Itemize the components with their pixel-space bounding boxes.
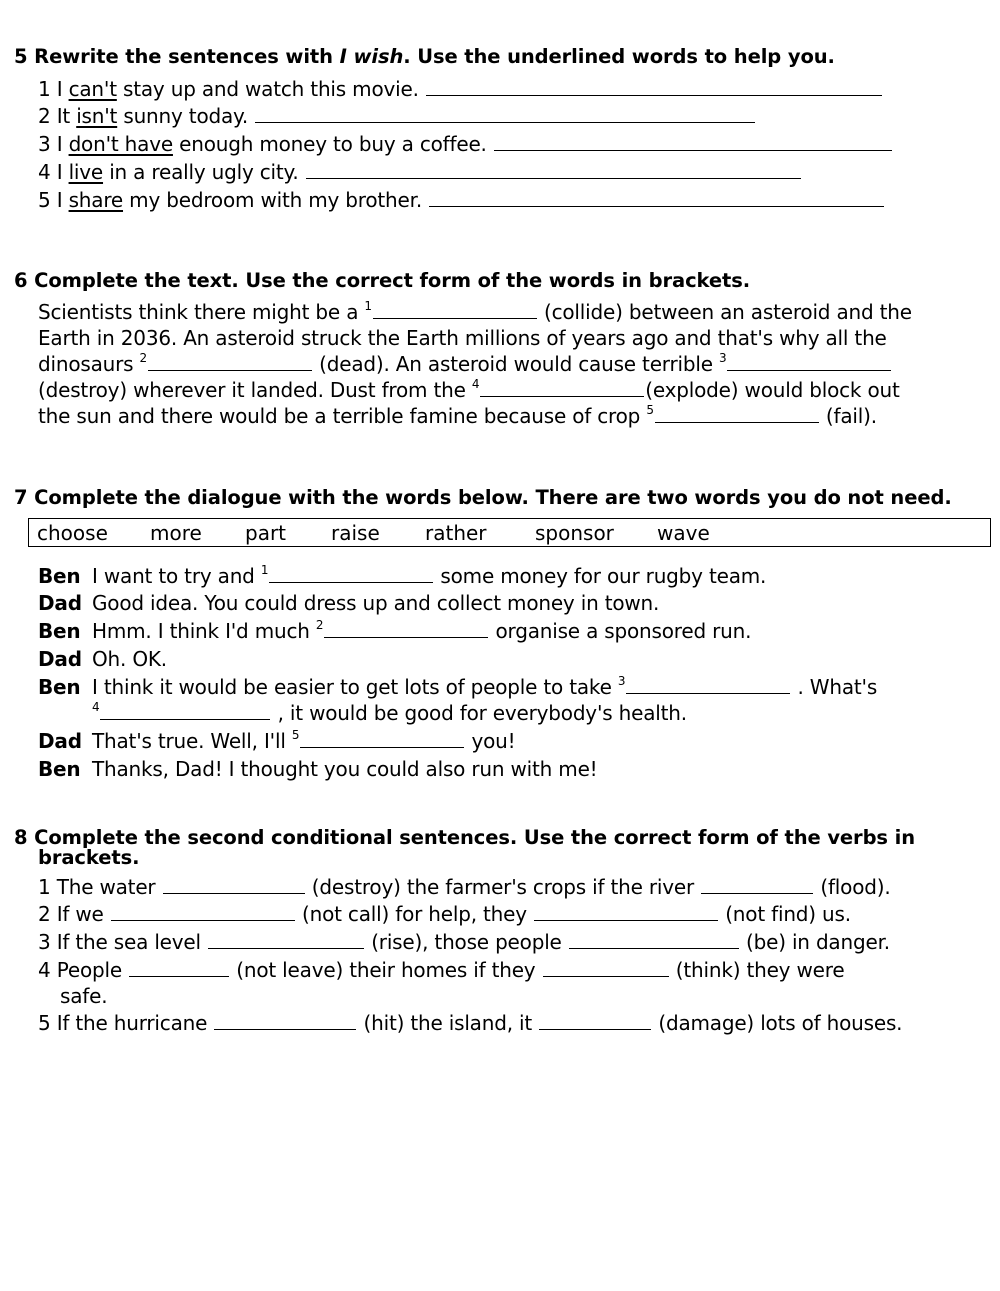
answer-blank[interactable] <box>100 701 270 720</box>
item-text: in a really ugly city. <box>103 160 299 184</box>
answer-blank[interactable] <box>480 378 644 397</box>
underlined-word: can't <box>68 77 117 101</box>
gap-number: 2 <box>315 618 324 632</box>
text: (explode) would block out <box>645 378 900 402</box>
item-number: 4 <box>38 160 51 184</box>
text: dinosaurs <box>38 352 140 376</box>
answer-blank[interactable] <box>269 564 433 583</box>
dialogue-line-4 <box>38 647 167 671</box>
answer-blank[interactable] <box>534 902 718 921</box>
text: Scientists think there might be a <box>38 300 365 324</box>
speaker-ben: Ben <box>38 757 81 781</box>
s8-item-5 <box>38 1011 902 1035</box>
item-text: enough money to buy a coffee. <box>172 132 487 156</box>
item-text: sunny today. <box>117 104 248 128</box>
answer-blank[interactable] <box>569 930 739 949</box>
word-bank-item: choose <box>37 521 108 545</box>
dialogue-text: Thanks, Dad! I thought you could also run with me! <box>92 757 598 781</box>
answer-blank[interactable] <box>429 188 884 207</box>
section-title: Complete the second conditional sentences. Use the correct form of the verbs in <box>34 826 915 849</box>
dialogue-line-3 <box>38 619 751 643</box>
s6-text-line-3 <box>38 352 892 376</box>
speaker-ben: Ben <box>38 675 81 699</box>
item-text: (rise), those people <box>365 930 568 954</box>
dialogue-text: some money for our rugby team. <box>434 564 767 588</box>
s8-item-3 <box>38 930 890 954</box>
answer-blank[interactable] <box>208 930 364 949</box>
word-bank-item: part <box>245 521 287 545</box>
section-number: 5 <box>14 45 28 68</box>
section-title: Rewrite the sentences with <box>34 45 340 68</box>
section-title-emphasis: I wish <box>339 45 404 68</box>
section-title: Complete the dialogue with the words below. There are two words you do not need. <box>34 486 952 509</box>
answer-blank[interactable] <box>324 619 488 638</box>
underlined-word: live <box>68 160 104 184</box>
item-text: (flood). <box>814 875 891 899</box>
answer-blank[interactable] <box>626 675 790 694</box>
item-text: If we <box>56 902 110 926</box>
section-number: 6 <box>14 269 28 292</box>
text: (destroy) wherever it landed. Dust from the <box>38 378 472 402</box>
s5-item-3 <box>38 132 893 156</box>
s6-text-line-4 <box>38 378 900 402</box>
item-number: 5 <box>38 188 51 212</box>
text: (fail). <box>819 404 877 428</box>
item-number: 2 <box>38 104 51 128</box>
item-text: (be) in danger. <box>739 930 890 954</box>
dialogue-text: Good idea. You could dress up and collect money in town. <box>92 591 660 615</box>
item-number: 1 <box>38 77 51 101</box>
gap-number: 5 <box>646 403 654 417</box>
item-number: 3 <box>38 132 51 156</box>
dialogue-line-1 <box>38 564 766 588</box>
item-text: I <box>56 160 69 184</box>
dialogue-text: That's true. Well, I'll <box>92 729 292 753</box>
text: (dead). An asteroid would cause terrible <box>312 352 719 376</box>
section-7-heading <box>14 486 952 510</box>
word-bank <box>28 518 991 547</box>
section-8-heading <box>14 826 915 850</box>
answer-blank[interactable] <box>111 902 295 921</box>
item-number: 5 <box>38 1011 51 1035</box>
gap-number: 2 <box>139 351 147 365</box>
gap-number: 3 <box>718 351 727 365</box>
s6-text-line-1 <box>38 300 912 324</box>
answer-blank[interactable] <box>148 352 312 371</box>
section-title-end: . Use the underlined words to help you. <box>403 45 835 68</box>
item-text: The water <box>56 875 162 899</box>
item-text: I <box>56 77 69 101</box>
dialogue-line-5-cont <box>92 701 687 725</box>
answer-blank[interactable] <box>373 300 537 319</box>
text: Earth in 2036. An asteroid struck the Earth millions of years ago and that's why all the <box>38 326 887 350</box>
answer-blank[interactable] <box>129 958 229 977</box>
answer-blank[interactable] <box>727 352 891 371</box>
word-bank-item: raise <box>331 521 380 545</box>
answer-blank[interactable] <box>214 1011 356 1030</box>
answer-blank[interactable] <box>426 77 882 96</box>
dialogue-text: . What's <box>791 675 878 699</box>
s5-item-5 <box>38 188 885 212</box>
speaker-ben: Ben <box>38 564 81 588</box>
item-text: If the hurricane <box>56 1011 214 1035</box>
item-text: I <box>56 132 69 156</box>
gap-number: 1 <box>260 563 269 577</box>
speaker-dad: Dad <box>38 647 82 671</box>
answer-blank[interactable] <box>163 875 305 894</box>
section-title: Complete the text. Use the correct form of the words in brackets. <box>34 269 751 292</box>
gap-number: 4 <box>92 700 100 714</box>
section-number: 7 <box>14 486 28 509</box>
dialogue-text: I think it would be easier to get lots of people to take <box>92 675 618 699</box>
speaker-ben: Ben <box>38 619 81 643</box>
gap-number: 3 <box>617 674 626 688</box>
item-number: 1 <box>38 875 51 899</box>
answer-blank[interactable] <box>539 1011 651 1030</box>
section-8-heading-cont <box>38 846 139 870</box>
dialogue-text: Hmm. I think I'd much <box>92 619 316 643</box>
item-text: safe. <box>60 984 108 1008</box>
s5-item-4 <box>38 160 802 184</box>
dialogue-line-5 <box>38 675 877 699</box>
item-number: 3 <box>38 930 51 954</box>
item-text: (think) they were <box>669 958 845 982</box>
s5-item-1 <box>38 77 883 101</box>
text: (collide) between an asteroid and the <box>537 300 912 324</box>
speaker-dad: Dad <box>38 591 82 615</box>
item-text: (destroy) the farmer's crops if the river <box>305 875 701 899</box>
word-bank-item: wave <box>657 521 710 545</box>
s6-text-line-5 <box>38 404 877 428</box>
text: the sun and there would be a terrible famine because of crop <box>38 404 647 428</box>
s8-item-2 <box>38 902 851 926</box>
underlined-word: isn't <box>76 104 118 128</box>
item-text: I <box>56 188 69 212</box>
dialogue-text: I want to try and <box>92 564 261 588</box>
answer-blank[interactable] <box>300 729 464 748</box>
speaker-dad: Dad <box>38 729 82 753</box>
item-text: (damage) lots of houses. <box>652 1011 903 1035</box>
item-number: 2 <box>38 902 51 926</box>
item-text: People <box>56 958 129 982</box>
s8-item-1 <box>38 875 891 899</box>
dialogue-line-2 <box>38 591 659 615</box>
answer-blank[interactable] <box>255 104 755 123</box>
dialogue-line-7 <box>38 757 598 781</box>
s6-text-line-2 <box>38 326 887 350</box>
item-text: (not find) us. <box>719 902 851 926</box>
item-text: (not leave) their homes if they <box>230 958 542 982</box>
section-5-heading <box>14 45 835 69</box>
dialogue-line-6 <box>38 729 515 753</box>
dialogue-text: you! <box>465 729 516 753</box>
item-text: stay up and watch this movie. <box>116 77 419 101</box>
s5-item-2 <box>38 104 756 128</box>
underlined-word: don't have <box>68 132 173 156</box>
answer-blank[interactable] <box>655 404 819 423</box>
answer-blank[interactable] <box>494 132 892 151</box>
gap-number: 5 <box>291 728 300 742</box>
answer-blank[interactable] <box>701 875 813 894</box>
item-text: (not call) for help, they <box>295 902 534 926</box>
section-6-heading <box>14 269 750 293</box>
dialogue-text: Oh. OK. <box>92 647 167 671</box>
section-title: brackets. <box>38 846 140 869</box>
answer-blank[interactable] <box>543 958 669 977</box>
item-number: 4 <box>38 958 51 982</box>
dialogue-text: , it would be good for everybody's health. <box>271 701 687 725</box>
item-text: (hit) the island, it <box>357 1011 539 1035</box>
section-number: 8 <box>14 826 28 849</box>
word-bank-item: more <box>150 521 202 545</box>
s8-item-4-cont <box>60 984 107 1008</box>
underlined-word: share <box>68 188 124 212</box>
word-bank-item: rather <box>425 521 487 545</box>
answer-blank[interactable] <box>306 160 801 179</box>
gap-number: 4 <box>471 377 480 391</box>
s8-item-4 <box>38 958 844 982</box>
item-text: If the sea level <box>56 930 208 954</box>
word-bank-item: sponsor <box>535 521 614 545</box>
dialogue-text: organise a sponsored run. <box>489 619 752 643</box>
gap-number: 1 <box>364 299 372 313</box>
item-text: my bedroom with my brother. <box>123 188 422 212</box>
item-text: It <box>56 104 77 128</box>
